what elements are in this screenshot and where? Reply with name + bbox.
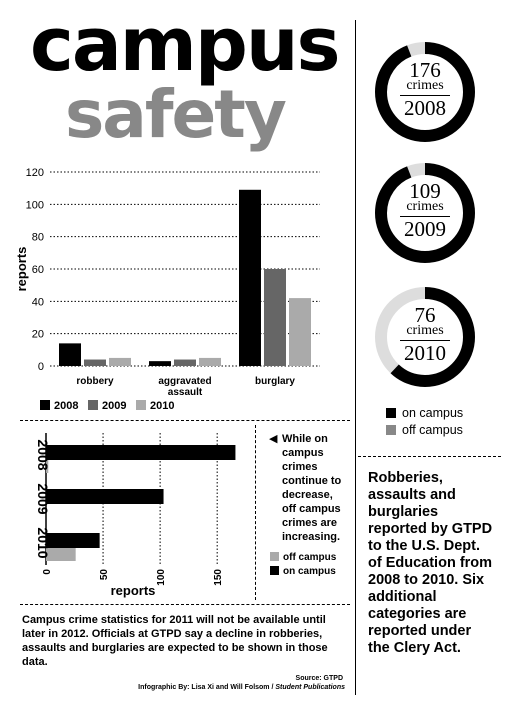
y-tick-label: 80 (31, 231, 44, 244)
donut-2009 (370, 158, 480, 268)
donut-year: 2009 (404, 217, 446, 241)
crime-type-bar-chart (0, 160, 350, 420)
x-axis-label: reports (110, 583, 156, 598)
note-divider (255, 425, 256, 600)
legend-swatch (40, 400, 50, 410)
bar-on-campus (46, 445, 235, 460)
legend-label: 2009 (102, 400, 127, 412)
y-tick-label: 60 (31, 264, 44, 276)
bar-on-campus (46, 489, 164, 504)
legend-swatch (386, 425, 396, 435)
y-tick-label: 40 (31, 296, 44, 309)
section-divider (358, 456, 501, 457)
donut-unit: crimes (406, 323, 444, 338)
bar-on-campus (46, 533, 100, 548)
donut-legend (386, 405, 463, 439)
x-tick-label: 50 (99, 569, 111, 581)
donut-total: 109 (409, 179, 441, 203)
donut-total: 76 (414, 303, 436, 327)
donut-2008 (370, 37, 480, 147)
x-tick-label: assault (167, 387, 203, 398)
donut-year: 2010 (404, 341, 446, 365)
bar-2008 (59, 343, 81, 366)
legend-swatch (136, 400, 146, 410)
bar-2010 (289, 298, 311, 366)
legend-on-campus: on campus (270, 566, 336, 577)
legend-on-campus: on campus (386, 405, 463, 422)
bar-2010 (199, 358, 221, 366)
donut-year: 2008 (404, 96, 446, 120)
x-tick-label: 150 (213, 569, 225, 586)
y-tick-label: 2008 (35, 439, 51, 471)
vertical-divider (355, 20, 356, 695)
trend-note: While on campus crimes continue to decrease, off campus crimes are increasing. (282, 433, 342, 543)
x-tick-label: 100 (156, 569, 168, 586)
bar-2010 (109, 358, 131, 366)
y-tick-label: 2009 (35, 483, 51, 515)
title-campus: campus (30, 2, 339, 88)
bar-2008 (239, 190, 261, 366)
legend-label: 2010 (150, 400, 175, 412)
side-description: Robberies, assaults and burglaries reported by GTPD to the U.S. Dept. of Education from 2008 to 2010. Six additional categories are reported under the Clery Act. (368, 470, 493, 656)
legend-swatch (270, 552, 279, 561)
legend-off-campus: off campus (270, 552, 336, 563)
section-divider (20, 604, 350, 605)
y-axis-label: reports (14, 246, 29, 292)
donut-unit: crimes (406, 199, 444, 214)
x-tick-label: 0 (42, 569, 53, 575)
x-tick-label: robbery (76, 376, 114, 387)
y-tick-label: 20 (31, 328, 44, 341)
bar-2009 (264, 269, 286, 366)
y-tick-label: 100 (25, 199, 44, 212)
bar-2009 (174, 360, 196, 366)
y-tick-label: 120 (25, 167, 44, 179)
legend-off-campus: off campus (386, 422, 463, 439)
caption: Campus crime statistics for 2011 will not be available until later in 2012. Officials at GTPD say a decline in robberies, assaults and burglaries are expected to be shown in those data. (22, 614, 328, 668)
donut-total: 176 (409, 58, 441, 82)
credit: Infographic By: Lisa Xi and Will Folsom / Student Publications (138, 684, 345, 691)
donut-2010 (370, 282, 480, 392)
x-tick-label: burglary (254, 376, 296, 387)
on-off-campus-bar-chart (0, 425, 260, 600)
legend-swatch (270, 566, 279, 575)
source: Source: GTPD (295, 675, 343, 682)
y-tick-label: 2010 (35, 527, 51, 559)
y-tick-label: 0 (37, 361, 44, 373)
legend-swatch (88, 400, 98, 410)
legend-swatch (386, 408, 396, 418)
section-divider (20, 420, 350, 421)
left-arrow-icon: ◀ (269, 433, 278, 445)
bar-2009 (84, 360, 106, 366)
legend-label: 2008 (54, 400, 79, 412)
donut-unit: crimes (406, 78, 444, 93)
bar-2008 (149, 361, 171, 366)
title-safety: safety (65, 76, 285, 153)
x-tick-label: aggravated (158, 376, 212, 387)
